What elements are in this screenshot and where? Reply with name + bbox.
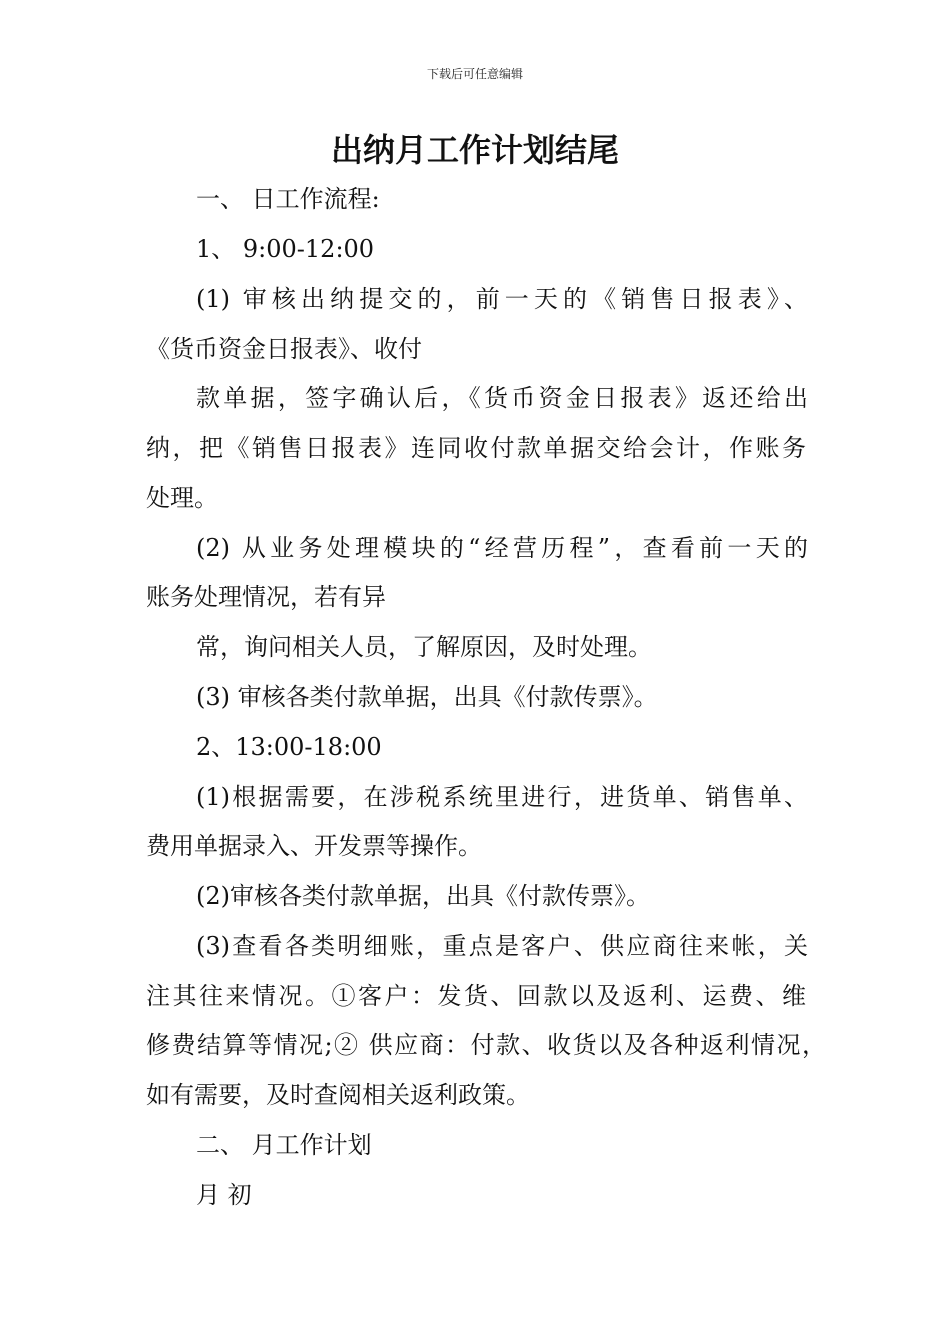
paragraph-line: (2) 从业务处理模块的“经营历程”，查看前一天的 bbox=[196, 534, 808, 562]
paragraph-line: 修费结算等情况;② 供应商：付款、收货以及各种返利情况， bbox=[146, 1031, 826, 1059]
paragraph-line: 注其往来情况。①客户：发货、回款以及返利、运费、维 bbox=[146, 982, 806, 1010]
paragraph-line: 费用单据录入、开发票等操作。 bbox=[146, 832, 482, 860]
paragraph-line: 如有需要，及时查阅相关返利政策。 bbox=[146, 1081, 530, 1109]
paragraph-line: 《货币资金日报表》、收付 bbox=[146, 335, 422, 363]
header-note: 下载后可任意编辑 bbox=[426, 67, 523, 81]
section-heading-daily: 一、 日工作流程: bbox=[196, 185, 380, 213]
section-heading-monthly: 二、 月工作计划 bbox=[196, 1131, 372, 1159]
paragraph-line: (2)审核各类付款单据，出具《付款传票》。 bbox=[196, 882, 650, 910]
time-slot-afternoon: 2、13:00-18:00 bbox=[196, 733, 382, 761]
paragraph-line: 纳，把《销售日报表》连同收付款单据交给会计，作账务 bbox=[146, 434, 806, 462]
document-title: 出纳月工作计划结尾 bbox=[330, 131, 619, 169]
paragraph-line: (3)查看各类明细账，重点是客户、供应商往来帐，关 bbox=[196, 932, 808, 960]
paragraph-line: 常，询问相关人员，了解原因，及时处理。 bbox=[196, 633, 652, 661]
subheading-month-start: 月 初 bbox=[196, 1181, 252, 1209]
paragraph-line: (1)根据需要，在涉税系统里进行，进货单、销售单、 bbox=[196, 783, 808, 811]
paragraph-line: 款单据，签字确认后，《货币资金日报表》返还给出 bbox=[196, 384, 808, 412]
paragraph-line: 账务处理情况，若有异 bbox=[146, 583, 386, 611]
time-slot-morning: 1、 9:00-12:00 bbox=[196, 235, 375, 263]
paragraph-line: (1) 审核出纳提交的，前一天的《销售日报表》、 bbox=[196, 285, 808, 313]
paragraph-line: 处理。 bbox=[146, 484, 218, 512]
paragraph-line: (3) 审核各类付款单据，出具《付款传票》。 bbox=[196, 683, 658, 711]
